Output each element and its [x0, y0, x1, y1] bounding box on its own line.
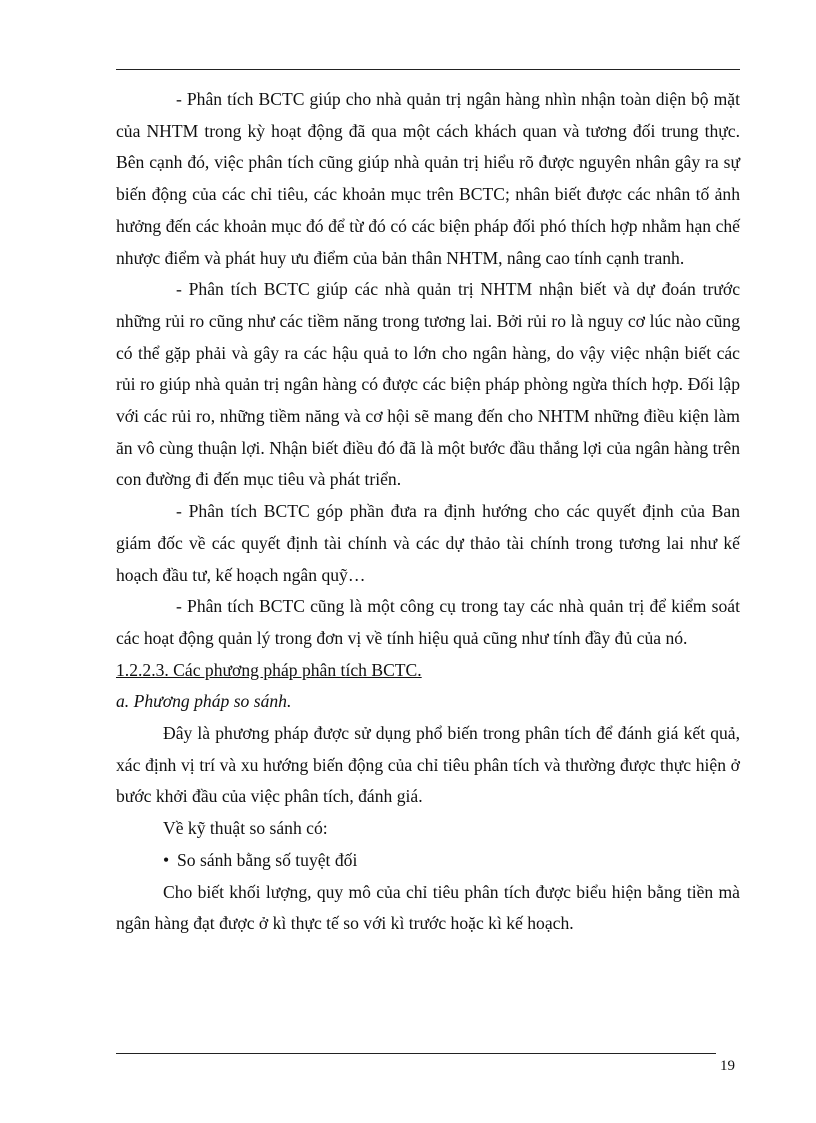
subsection-heading: a. Phương pháp so sánh. — [116, 691, 292, 712]
paragraph-decision-support: - Phân tích BCTC góp phần đưa ra định hướng cho các quyết định của Ban giám đốc về các quyết định tài chính và các dự thảo tài chính trong tương lai như kế hoạch đầu tư, kế hoạch ngân quỹ… — [116, 501, 740, 585]
bullet-text: So sánh bằng số tuyệt đối — [177, 849, 358, 870]
page-body — [116, 84, 740, 940]
bullet-icon: • — [163, 849, 170, 870]
paragraph-risk-prediction: - Phân tích BCTC giúp các nhà quản trị NHTM nhận biết và dự đoán trước những rủi ro cũng như các tiềm năng trong tương lai. Bởi rủi ro là nguy cơ lúc nào cũng có thể gặp phải và gây ra các hậu quả to lớn cho ngân hàng, do vậy việc nhận biết các rủi ro giúp nhà quản trị ngân hàng có được các biện pháp phòng ngừa thích hợp. Đối lập với các rủi ro, những tiềm năng và cơ hội sẽ mang đến cho NHTM những điều kiện làm ăn vô cùng thuận lợi. Nhận biết điều đó đã là một bước đầu thắng lợi của ngân hàng trên con đường đi đến mục tiêu và phát triển. — [116, 279, 740, 490]
header-rule — [116, 69, 740, 70]
paragraph-overview-benefit: - Phân tích BCTC giúp cho nhà quản trị ngân hàng nhìn nhận toàn diện bộ mặt của NHTM trong kỳ hoạt động đã qua một cách khách quan và tương đối trung thực. Bên cạnh đó, việc phân tích cũng giúp nhà quản trị hiểu rõ được nguyên nhân gây ra sự biến động của các chỉ tiêu, các khoản mục trên BCTC; nhân biết được các nhân tố ảnh hưởng đến các khoản mục đó để từ đó có các biện pháp đối phó thích hợp nhằm hạn chế nhược điểm và phát huy ưu điểm của bản thân NHTM, nâng cao tính cạnh tranh. — [116, 89, 740, 268]
bullet-item — [116, 845, 740, 877]
page-number: 19 — [720, 1058, 735, 1074]
section-heading: 1.2.2.3. Các phương pháp phân tích BCTC. — [116, 659, 422, 680]
paragraph-absolute-comparison: Cho biết khối lượng, quy mô của chỉ tiêu phân tích được biểu hiện bằng tiền mà ngân hàng đạt được ở kì thực tế so với kì trước hoặc kì kế hoạch. — [116, 881, 740, 934]
technique-line: Về kỹ thuật so sánh có: — [163, 818, 328, 839]
paragraph-control-tool: - Phân tích BCTC cũng là một công cụ trong tay các nhà quản trị để kiểm soát các hoạt động quản lý trong đơn vị về tính hiệu quả cũng như tính đầy đủ của nó. — [116, 596, 740, 648]
footer-rule — [116, 1053, 716, 1054]
paragraph-method-intro: Đây là phương pháp được sử dụng phổ biến trong phân tích để đánh giá kết quả, xác định vị trí và xu hướng biến động của chỉ tiêu phân tích và thường được thực hiện ở bước khởi đầu của việc phân tích, đánh giá. — [116, 723, 740, 807]
